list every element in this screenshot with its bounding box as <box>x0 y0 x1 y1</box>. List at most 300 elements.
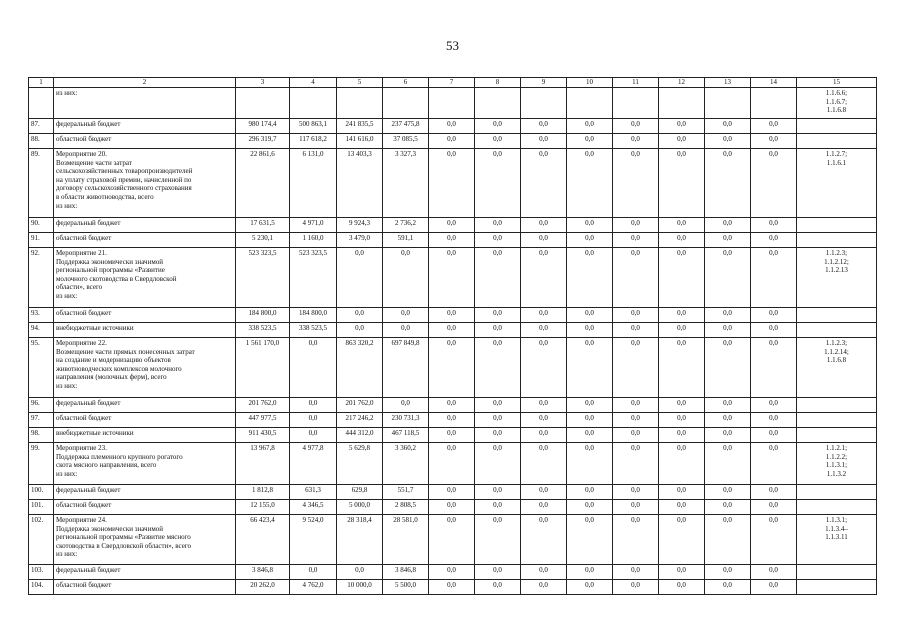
value-cell-col-14: 0,0 <box>751 119 797 134</box>
column-header-14: 14 <box>751 78 797 88</box>
value-cell-col-9: 0,0 <box>521 323 567 338</box>
row-description: федеральный бюджет <box>54 119 236 134</box>
table-row <box>29 500 877 515</box>
value-cell-col-9: 0,0 <box>521 248 567 308</box>
column-header-6: 6 <box>383 78 429 88</box>
value-cell-col-4: 9 524,0 <box>290 515 337 565</box>
value-cell-col-4: 4 977,8 <box>290 443 337 485</box>
value-cell-col-14: 0,0 <box>751 428 797 443</box>
value-cell-col-5: 10 000,0 <box>337 580 383 595</box>
column-header-10: 10 <box>567 78 613 88</box>
value-cell-col-11: 0,0 <box>613 248 659 308</box>
value-cell-col-6: 230 731,3 <box>383 413 429 428</box>
value-cell-col-12: 0,0 <box>659 398 705 413</box>
row-reference <box>797 308 877 323</box>
value-cell-col-9: 0,0 <box>521 218 567 233</box>
row-number: 99. <box>29 443 54 485</box>
table-row <box>29 485 877 500</box>
value-cell-col-12: 0,0 <box>659 413 705 428</box>
value-cell-col-8: 0,0 <box>475 398 521 413</box>
value-cell-col-9: 0,0 <box>521 149 567 218</box>
value-cell-col-14: 0,0 <box>751 515 797 565</box>
row-number: 103. <box>29 565 54 580</box>
value-cell-col-14: 0,0 <box>751 443 797 485</box>
value-cell-col-10: 0,0 <box>567 248 613 308</box>
value-cell-col-8: 0,0 <box>475 134 521 149</box>
value-cell-col-9: 0,0 <box>521 338 567 398</box>
row-number: 89. <box>29 149 54 218</box>
table-row <box>29 248 877 308</box>
value-cell-col-4: 1 160,0 <box>290 233 337 248</box>
row-description: внебюджетные источники <box>54 323 236 338</box>
value-cell-col-5: 5 000,0 <box>337 500 383 515</box>
value-cell-col-10: 0,0 <box>567 323 613 338</box>
table-row <box>29 428 877 443</box>
value-cell-col-4: 117 618,2 <box>290 134 337 149</box>
value-cell-col-11: 0,0 <box>613 580 659 595</box>
row-reference <box>797 323 877 338</box>
value-cell-col-6: 0,0 <box>383 398 429 413</box>
table-row <box>29 149 877 218</box>
value-cell-col-13: 0,0 <box>705 338 751 398</box>
value-cell-col-3: 1 561 170,0 <box>236 338 290 398</box>
row-description: федеральный бюджет <box>54 485 236 500</box>
value-cell-col-12 <box>659 88 705 119</box>
value-cell-col-8: 0,0 <box>475 485 521 500</box>
value-cell-col-9: 0,0 <box>521 565 567 580</box>
value-cell-col-9: 0,0 <box>521 308 567 323</box>
value-cell-col-10: 0,0 <box>567 443 613 485</box>
value-cell-col-14: 0,0 <box>751 134 797 149</box>
row-reference <box>797 218 877 233</box>
value-cell-col-5: 3 479,0 <box>337 233 383 248</box>
value-cell-col-10: 0,0 <box>567 515 613 565</box>
value-cell-col-14 <box>751 88 797 119</box>
table-row <box>29 443 877 485</box>
column-header-9: 9 <box>521 78 567 88</box>
table-row <box>29 119 877 134</box>
value-cell-col-5: 13 403,3 <box>337 149 383 218</box>
row-description: внебюджетные источники <box>54 428 236 443</box>
value-cell-col-9: 0,0 <box>521 119 567 134</box>
row-number: 102. <box>29 515 54 565</box>
value-cell-col-8: 0,0 <box>475 565 521 580</box>
value-cell-col-9: 0,0 <box>521 485 567 500</box>
value-cell-col-3: 980 174,4 <box>236 119 290 134</box>
row-description: областной бюджет <box>54 233 236 248</box>
value-cell-col-13: 0,0 <box>705 485 751 500</box>
value-cell-col-8: 0,0 <box>475 338 521 398</box>
value-cell-col-13: 0,0 <box>705 308 751 323</box>
value-cell-col-7: 0,0 <box>429 308 475 323</box>
value-cell-col-6: 237 475,8 <box>383 119 429 134</box>
value-cell-col-3: 447 977,5 <box>236 413 290 428</box>
value-cell-col-12: 0,0 <box>659 443 705 485</box>
column-header-12: 12 <box>659 78 705 88</box>
value-cell-col-8: 0,0 <box>475 323 521 338</box>
row-description: областной бюджет <box>54 500 236 515</box>
value-cell-col-11: 0,0 <box>613 119 659 134</box>
value-cell-col-5: 28 318,4 <box>337 515 383 565</box>
value-cell-col-4: 0,0 <box>290 398 337 413</box>
value-cell-col-7: 0,0 <box>429 443 475 485</box>
value-cell-col-5: 141 616,0 <box>337 134 383 149</box>
table-row <box>29 308 877 323</box>
value-cell-col-10: 0,0 <box>567 308 613 323</box>
value-cell-col-4: 0,0 <box>290 338 337 398</box>
value-cell-col-11: 0,0 <box>613 565 659 580</box>
column-header-8: 8 <box>475 78 521 88</box>
value-cell-col-14: 0,0 <box>751 248 797 308</box>
value-cell-col-9: 0,0 <box>521 134 567 149</box>
value-cell-col-7: 0,0 <box>429 338 475 398</box>
value-cell-col-12: 0,0 <box>659 485 705 500</box>
table-row <box>29 323 877 338</box>
row-number: 91. <box>29 233 54 248</box>
value-cell-col-9: 0,0 <box>521 413 567 428</box>
value-cell-col-6: 28 581,0 <box>383 515 429 565</box>
value-cell-col-3: 17 631,5 <box>236 218 290 233</box>
value-cell-col-10: 0,0 <box>567 485 613 500</box>
table-row <box>29 580 877 595</box>
value-cell-col-10: 0,0 <box>567 218 613 233</box>
value-cell-col-14: 0,0 <box>751 413 797 428</box>
value-cell-col-13: 0,0 <box>705 233 751 248</box>
row-description: областной бюджет <box>54 413 236 428</box>
row-number: 104. <box>29 580 54 595</box>
value-cell-col-4: 523 323,5 <box>290 248 337 308</box>
value-cell-col-8: 0,0 <box>475 248 521 308</box>
header-row <box>29 78 877 88</box>
value-cell-col-5: 863 320,2 <box>337 338 383 398</box>
row-reference: 1.1.2.7; 1.1.6.1 <box>797 149 877 218</box>
value-cell-col-14: 0,0 <box>751 398 797 413</box>
value-cell-col-8: 0,0 <box>475 580 521 595</box>
table-row <box>29 218 877 233</box>
column-header-7: 7 <box>429 78 475 88</box>
value-cell-col-7: 0,0 <box>429 149 475 218</box>
value-cell-col-3: 13 967,8 <box>236 443 290 485</box>
value-cell-col-11: 0,0 <box>613 428 659 443</box>
value-cell-col-11: 0,0 <box>613 398 659 413</box>
value-cell-col-12: 0,0 <box>659 323 705 338</box>
value-cell-col-11: 0,0 <box>613 485 659 500</box>
row-description: из них: <box>54 88 236 119</box>
value-cell-col-4: 4 762,0 <box>290 580 337 595</box>
value-cell-col-7: 0,0 <box>429 248 475 308</box>
value-cell-col-4: 500 863,1 <box>290 119 337 134</box>
row-description: Мероприятие 21. Поддержка экономически значимой региональной программы «Развитие молочного скотоводства в Свердловской области», всего из них: <box>54 248 236 308</box>
value-cell-col-11: 0,0 <box>613 149 659 218</box>
row-number: 100. <box>29 485 54 500</box>
value-cell-col-4: 0,0 <box>290 413 337 428</box>
value-cell-col-4: 0,0 <box>290 428 337 443</box>
value-cell-col-6: 591,1 <box>383 233 429 248</box>
row-description: Мероприятие 24. Поддержка экономически значимой региональной программы «Развитие мясного скотоводства в Свердловской области», всего из них: <box>54 515 236 565</box>
value-cell-col-5: 629,8 <box>337 485 383 500</box>
value-cell-col-13: 0,0 <box>705 443 751 485</box>
value-cell-col-4: 184 800,0 <box>290 308 337 323</box>
value-cell-col-10 <box>567 88 613 119</box>
value-cell-col-12: 0,0 <box>659 308 705 323</box>
value-cell-col-14: 0,0 <box>751 233 797 248</box>
value-cell-col-6: 551,7 <box>383 485 429 500</box>
value-cell-col-5: 0,0 <box>337 248 383 308</box>
value-cell-col-14: 0,0 <box>751 308 797 323</box>
value-cell-col-14: 0,0 <box>751 218 797 233</box>
row-number: 90. <box>29 218 54 233</box>
row-number: 87. <box>29 119 54 134</box>
value-cell-col-13: 0,0 <box>705 580 751 595</box>
value-cell-col-13: 0,0 <box>705 515 751 565</box>
value-cell-col-8: 0,0 <box>475 515 521 565</box>
value-cell-col-6: 2 808,5 <box>383 500 429 515</box>
column-header-11: 11 <box>613 78 659 88</box>
value-cell-col-10: 0,0 <box>567 149 613 218</box>
row-description: федеральный бюджет <box>54 565 236 580</box>
value-cell-col-3: 911 430,5 <box>236 428 290 443</box>
row-description: Мероприятие 20. Возмещение части затрат сельскохозяйственных товаропроизводителей на уплату страховой премии, начисленной по договору сельскохозяйственного страхования в области животноводства, всего из них: <box>54 149 236 218</box>
value-cell-col-3: 20 262,0 <box>236 580 290 595</box>
row-reference <box>797 565 877 580</box>
value-cell-col-9: 0,0 <box>521 443 567 485</box>
value-cell-col-13: 0,0 <box>705 565 751 580</box>
value-cell-col-3: 184 800,0 <box>236 308 290 323</box>
value-cell-col-3: 523 323,5 <box>236 248 290 308</box>
value-cell-col-6: 3 327,3 <box>383 149 429 218</box>
value-cell-col-6: 697 849,8 <box>383 338 429 398</box>
table-row <box>29 134 877 149</box>
row-number: 96. <box>29 398 54 413</box>
table-row <box>29 88 877 119</box>
row-reference <box>797 119 877 134</box>
value-cell-col-8: 0,0 <box>475 308 521 323</box>
value-cell-col-7: 0,0 <box>429 233 475 248</box>
budget-table <box>28 77 877 595</box>
value-cell-col-7: 0,0 <box>429 580 475 595</box>
value-cell-col-7: 0,0 <box>429 119 475 134</box>
value-cell-col-9: 0,0 <box>521 233 567 248</box>
value-cell-col-5 <box>337 88 383 119</box>
value-cell-col-4: 338 523,5 <box>290 323 337 338</box>
column-header-13: 13 <box>705 78 751 88</box>
value-cell-col-4: 6 131,0 <box>290 149 337 218</box>
value-cell-col-12: 0,0 <box>659 119 705 134</box>
value-cell-col-11 <box>613 88 659 119</box>
value-cell-col-10: 0,0 <box>567 398 613 413</box>
value-cell-col-14: 0,0 <box>751 580 797 595</box>
row-description: Мероприятие 22. Возмещение части прямых понесенных затрат на создание и модернизацию объектов животноводческих комплексов молочного направления (молочных ферм), всего из них: <box>54 338 236 398</box>
table-body <box>29 88 877 595</box>
row-number: 88. <box>29 134 54 149</box>
value-cell-col-6: 467 118,5 <box>383 428 429 443</box>
row-reference <box>797 134 877 149</box>
value-cell-col-10: 0,0 <box>567 134 613 149</box>
value-cell-col-8: 0,0 <box>475 428 521 443</box>
value-cell-col-11: 0,0 <box>613 443 659 485</box>
value-cell-col-13: 0,0 <box>705 428 751 443</box>
table-row <box>29 338 877 398</box>
value-cell-col-12: 0,0 <box>659 515 705 565</box>
value-cell-col-7: 0,0 <box>429 398 475 413</box>
value-cell-col-9: 0,0 <box>521 515 567 565</box>
value-cell-col-9: 0,0 <box>521 398 567 413</box>
value-cell-col-7: 0,0 <box>429 323 475 338</box>
value-cell-col-13: 0,0 <box>705 398 751 413</box>
value-cell-col-13: 0,0 <box>705 323 751 338</box>
table-row <box>29 515 877 565</box>
value-cell-col-9: 0,0 <box>521 500 567 515</box>
row-number: 101. <box>29 500 54 515</box>
value-cell-col-12: 0,0 <box>659 233 705 248</box>
value-cell-col-13: 0,0 <box>705 149 751 218</box>
value-cell-col-6: 3 846,8 <box>383 565 429 580</box>
value-cell-col-4 <box>290 88 337 119</box>
table-row <box>29 565 877 580</box>
row-number: 95. <box>29 338 54 398</box>
value-cell-col-7: 0,0 <box>429 500 475 515</box>
value-cell-col-8: 0,0 <box>475 413 521 428</box>
value-cell-col-3 <box>236 88 290 119</box>
value-cell-col-14: 0,0 <box>751 500 797 515</box>
value-cell-col-5: 217 246,2 <box>337 413 383 428</box>
value-cell-col-13: 0,0 <box>705 500 751 515</box>
value-cell-col-12: 0,0 <box>659 428 705 443</box>
value-cell-col-7: 0,0 <box>429 413 475 428</box>
row-reference: 1.1.6.6; 1.1.6.7; 1.1.6.8 <box>797 88 877 119</box>
row-number <box>29 88 54 119</box>
value-cell-col-7 <box>429 88 475 119</box>
value-cell-col-6: 0,0 <box>383 248 429 308</box>
value-cell-col-8: 0,0 <box>475 119 521 134</box>
value-cell-col-3: 3 846,8 <box>236 565 290 580</box>
value-cell-col-6: 3 360,2 <box>383 443 429 485</box>
value-cell-col-6: 0,0 <box>383 308 429 323</box>
value-cell-col-8: 0,0 <box>475 500 521 515</box>
value-cell-col-12: 0,0 <box>659 248 705 308</box>
value-cell-col-3: 66 423,4 <box>236 515 290 565</box>
row-reference <box>797 428 877 443</box>
row-number: 97. <box>29 413 54 428</box>
value-cell-col-5: 241 835,5 <box>337 119 383 134</box>
value-cell-col-3: 22 861,6 <box>236 149 290 218</box>
row-number: 92. <box>29 248 54 308</box>
value-cell-col-5: 0,0 <box>337 323 383 338</box>
column-header-3: 3 <box>236 78 290 88</box>
value-cell-col-3: 12 155,0 <box>236 500 290 515</box>
value-cell-col-11: 0,0 <box>613 308 659 323</box>
value-cell-col-14: 0,0 <box>751 338 797 398</box>
column-header-5: 5 <box>337 78 383 88</box>
value-cell-col-11: 0,0 <box>613 218 659 233</box>
value-cell-col-4: 631,3 <box>290 485 337 500</box>
column-header-4: 4 <box>290 78 337 88</box>
value-cell-col-10: 0,0 <box>567 565 613 580</box>
value-cell-col-12: 0,0 <box>659 134 705 149</box>
column-header-15: 15 <box>797 78 877 88</box>
value-cell-col-8: 0,0 <box>475 443 521 485</box>
value-cell-col-5: 0,0 <box>337 308 383 323</box>
value-cell-col-13: 0,0 <box>705 413 751 428</box>
value-cell-col-12: 0,0 <box>659 338 705 398</box>
value-cell-col-7: 0,0 <box>429 565 475 580</box>
value-cell-col-8 <box>475 88 521 119</box>
page-number: 53 <box>446 38 459 53</box>
value-cell-col-3: 1 812,8 <box>236 485 290 500</box>
value-cell-col-6: 37 085,5 <box>383 134 429 149</box>
table-row <box>29 398 877 413</box>
value-cell-col-5: 5 629,8 <box>337 443 383 485</box>
value-cell-col-13: 0,0 <box>705 248 751 308</box>
row-reference <box>797 485 877 500</box>
value-cell-col-11: 0,0 <box>613 233 659 248</box>
value-cell-col-6: 5 500,0 <box>383 580 429 595</box>
row-number: 93. <box>29 308 54 323</box>
row-description: Мероприятие 23. Поддержка племенного крупного рогатого скота мясного направления, всего из них: <box>54 443 236 485</box>
row-reference <box>797 580 877 595</box>
value-cell-col-4: 4 971,0 <box>290 218 337 233</box>
row-reference: 1.1.2.3; 1.1.2.14; 1.1.6.8 <box>797 338 877 398</box>
value-cell-col-5: 9 924,3 <box>337 218 383 233</box>
value-cell-col-10: 0,0 <box>567 413 613 428</box>
table-row <box>29 413 877 428</box>
row-description: федеральный бюджет <box>54 218 236 233</box>
value-cell-col-12: 0,0 <box>659 565 705 580</box>
value-cell-col-11: 0,0 <box>613 500 659 515</box>
value-cell-col-5: 444 312,0 <box>337 428 383 443</box>
value-cell-col-7: 0,0 <box>429 218 475 233</box>
value-cell-col-9: 0,0 <box>521 580 567 595</box>
value-cell-col-6 <box>383 88 429 119</box>
value-cell-col-3: 338 523,5 <box>236 323 290 338</box>
value-cell-col-14: 0,0 <box>751 485 797 500</box>
value-cell-col-13: 0,0 <box>705 119 751 134</box>
value-cell-col-3: 201 762,0 <box>236 398 290 413</box>
value-cell-col-7: 0,0 <box>429 428 475 443</box>
value-cell-col-10: 0,0 <box>567 119 613 134</box>
value-cell-col-3: 296 319,7 <box>236 134 290 149</box>
value-cell-col-10: 0,0 <box>567 580 613 595</box>
value-cell-col-11: 0,0 <box>613 134 659 149</box>
row-reference <box>797 413 877 428</box>
value-cell-col-10: 0,0 <box>567 233 613 248</box>
value-cell-col-11: 0,0 <box>613 413 659 428</box>
value-cell-col-12: 0,0 <box>659 580 705 595</box>
value-cell-col-6: 2 736,2 <box>383 218 429 233</box>
value-cell-col-6: 0,0 <box>383 323 429 338</box>
value-cell-col-8: 0,0 <box>475 149 521 218</box>
value-cell-col-8: 0,0 <box>475 218 521 233</box>
value-cell-col-12: 0,0 <box>659 218 705 233</box>
value-cell-col-9 <box>521 88 567 119</box>
row-number: 98. <box>29 428 54 443</box>
value-cell-col-13 <box>705 88 751 119</box>
value-cell-col-11: 0,0 <box>613 515 659 565</box>
value-cell-col-4: 0,0 <box>290 565 337 580</box>
row-reference: 1.1.2.3; 1.1.2.12; 1.1.2.13 <box>797 248 877 308</box>
value-cell-col-5: 201 762,0 <box>337 398 383 413</box>
row-reference: 1.1.2.1; 1.1.2.2; 1.1.3.1; 1.1.3.2 <box>797 443 877 485</box>
value-cell-col-11: 0,0 <box>613 323 659 338</box>
row-description: областной бюджет <box>54 580 236 595</box>
row-reference <box>797 233 877 248</box>
value-cell-col-7: 0,0 <box>429 134 475 149</box>
value-cell-col-14: 0,0 <box>751 565 797 580</box>
value-cell-col-10: 0,0 <box>567 428 613 443</box>
value-cell-col-14: 0,0 <box>751 323 797 338</box>
value-cell-col-5: 0,0 <box>337 565 383 580</box>
value-cell-col-13: 0,0 <box>705 218 751 233</box>
